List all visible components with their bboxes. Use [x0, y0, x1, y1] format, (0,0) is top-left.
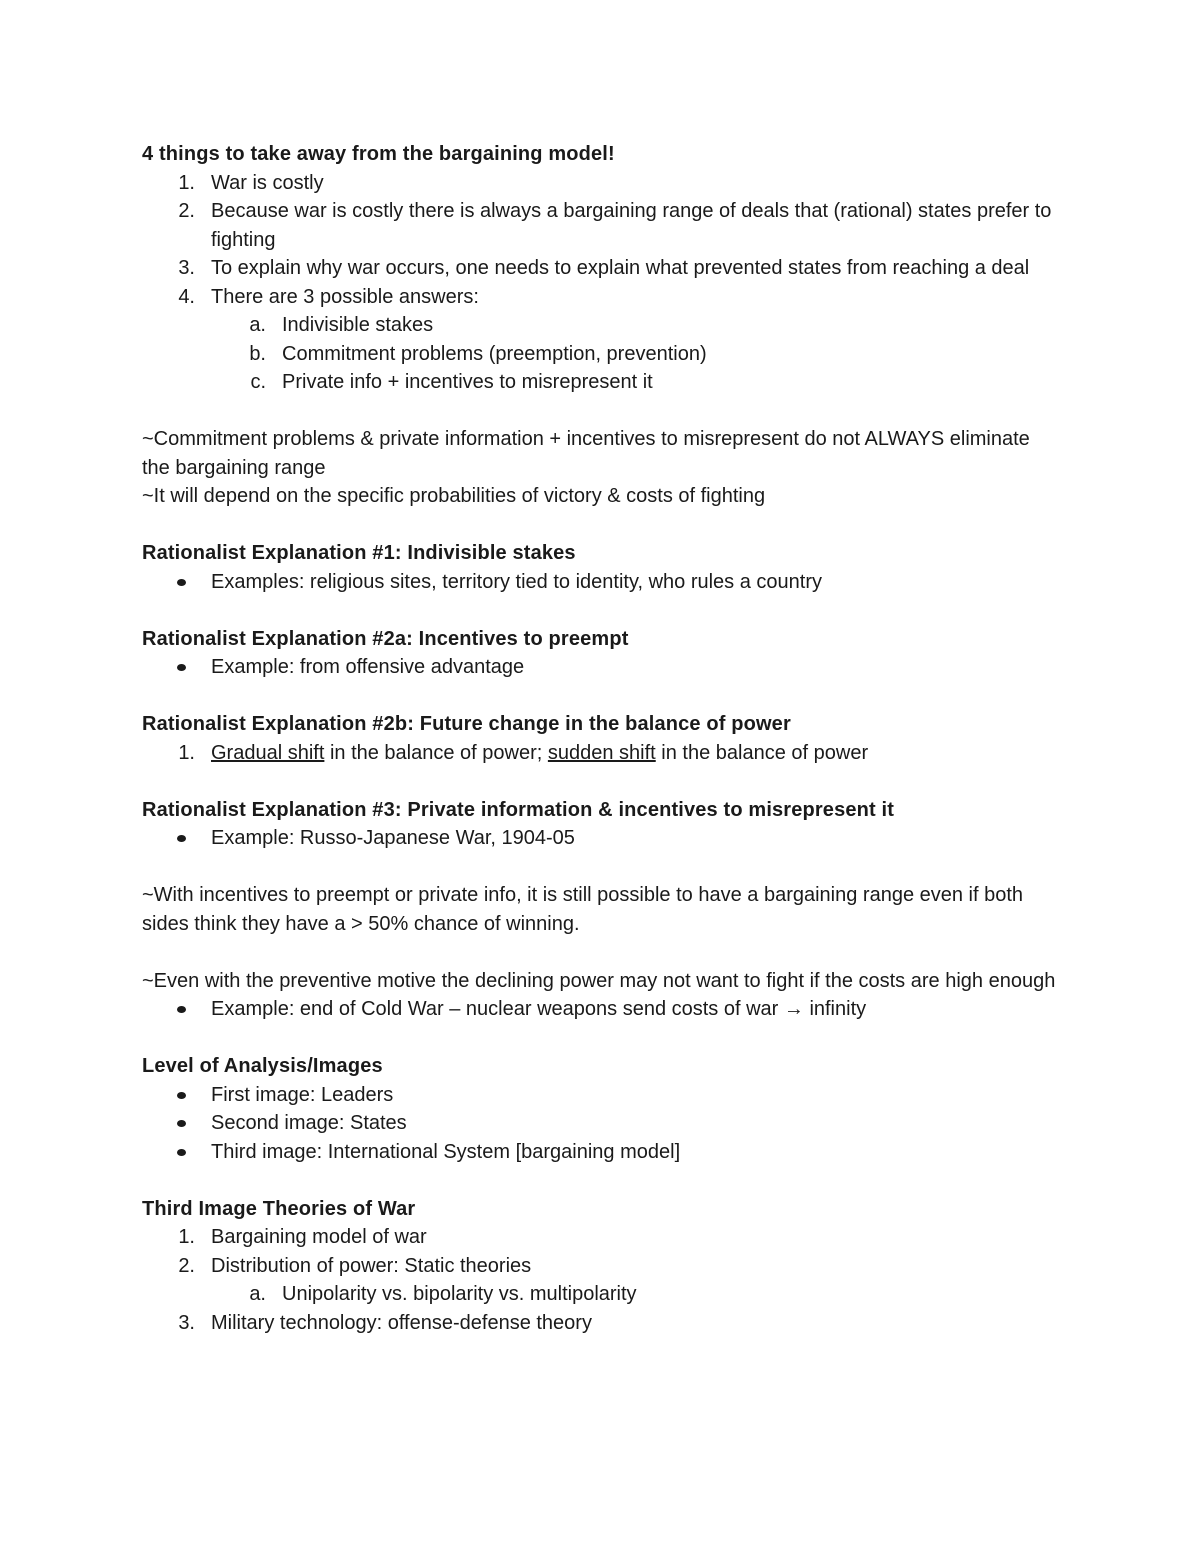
list-item-text: There are 3 possible answers: [211, 285, 479, 308]
bullet-list [142, 568, 1062, 597]
list-marker: 3. [178, 1311, 195, 1334]
spacer [142, 938, 1062, 967]
sub-list-item [142, 340, 1062, 369]
section-heading-takeaways: 4 things to take away from the bargaining model! [142, 143, 615, 165]
list-item [142, 254, 1062, 283]
bullet-icon [177, 579, 186, 586]
bullet-item [142, 1081, 1062, 1110]
list-item-text: War is costly [211, 171, 324, 194]
bullet-item [142, 1138, 1062, 1167]
list-item [142, 1223, 1062, 1252]
numbered-list [142, 1223, 1062, 1337]
list-marker: b. [249, 342, 266, 365]
list-marker: 1. [178, 171, 195, 194]
list-marker: c. [250, 371, 266, 393]
list-item-text: Bargaining model of war [211, 1226, 427, 1248]
underlined-gradual-shift: Gradual shift [211, 741, 325, 764]
bullet-text: Example: from offensive advantage [211, 656, 525, 678]
list-item-text: Commitment problems (preemption, prevention) [282, 342, 707, 365]
bullet-item [142, 824, 1062, 853]
spacer [142, 596, 1062, 625]
spacer [142, 1166, 1062, 1195]
list-item-text: Private info + incentives to misrepresent it [282, 371, 653, 393]
section-heading-rationalist-1: Rationalist Explanation #1: Indivisible stakes [142, 542, 576, 564]
list-item [142, 169, 1062, 198]
document-page [142, 140, 1062, 1337]
spacer [142, 397, 1062, 426]
list-marker: 3. [178, 257, 195, 279]
section-heading-levels: Level of Analysis/Images [142, 1055, 383, 1077]
list-marker: 1. [178, 1226, 195, 1248]
bullet-text: Second image: States [211, 1112, 407, 1134]
bullet-text: Example: end of Cold War – nuclear weapons send costs of war → infinity [211, 998, 867, 1020]
section-heading-rationalist-3: Rationalist Explanation #3: Private information & incentives to misrepresent it [142, 798, 895, 821]
section-heading-rationalist-2a: Rationalist Explanation #2a: Incentives to preempt [142, 627, 629, 650]
list-marker: a. [249, 314, 266, 336]
note-commitment: ~Commitment problems & private information + incentives to misrepresent do not ALWAYS eliminate the bargaining range [142, 428, 1030, 479]
note-preventive: ~Even with the preventive motive the declining power may not want to fight if the costs are high enough [142, 969, 1056, 992]
section-heading-rationalist-2b: Rationalist Explanation #2b: Future change in the balance of power [142, 713, 791, 735]
list-item-text: Distribution of power: Static theories [211, 1254, 532, 1277]
bullet-icon [177, 1120, 186, 1127]
list-item-text: Military technology: offense-defense theory [211, 1311, 592, 1334]
bullet-icon [177, 664, 186, 671]
list-marker: a. [249, 1283, 266, 1305]
list-item [142, 1252, 1062, 1281]
bullet-icon [177, 1092, 186, 1099]
spacer [142, 853, 1062, 882]
list-item [142, 1309, 1062, 1338]
list-item [142, 739, 1062, 768]
bullet-list [142, 1081, 1062, 1167]
list-item-text: Unipolarity vs. bipolarity vs. multipolarity [282, 1283, 637, 1305]
bullet-item [142, 568, 1062, 597]
list-item-text: Indivisible stakes [282, 314, 434, 336]
underlined-sudden-shift: sudden shift [547, 741, 656, 764]
list-item-text: in the balance of power [655, 741, 869, 764]
spacer [142, 682, 1062, 711]
bullet-list [142, 824, 1062, 853]
bullet-text: Example: Russo-Japanese War, 1904-05 [211, 827, 575, 849]
list-item-text: Because war is costly there is always a bargaining range of deals that (rational) states prefer to fighting [211, 200, 1052, 251]
spacer [142, 511, 1062, 540]
bullet-text: Third image: International System [bargaining model] [211, 1140, 681, 1163]
takeaways-list [142, 169, 1062, 397]
bullet-icon [177, 1149, 186, 1156]
sub-list-item [142, 1280, 1062, 1309]
numbered-list [142, 739, 1062, 768]
bullet-list [142, 653, 1062, 682]
list-marker: 1. [178, 741, 195, 764]
list-item-text: To explain why war occurs, one needs to explain what prevented states from reaching a deal [211, 257, 1030, 279]
bullet-icon [177, 835, 186, 842]
list-item-text: in the balance of power; [324, 741, 548, 764]
sub-list-item [142, 368, 1062, 397]
spacer [142, 1024, 1062, 1053]
bullet-item [142, 653, 1062, 682]
list-marker: 2. [178, 200, 195, 222]
list-marker: 4. [178, 285, 195, 308]
note-preempt: ~With incentives to preempt or private info, it is still possible to have a bargaining range even if both sides think they have a > 50% chance of winning. [142, 884, 1024, 935]
bullet-text: Examples: religious sites, territory tied to identity, who rules a country [211, 570, 822, 593]
list-marker: 2. [178, 1254, 195, 1277]
bullet-list [142, 995, 1062, 1024]
list-item [142, 197, 1062, 254]
bullet-item [142, 1109, 1062, 1138]
section-heading-third-image: Third Image Theories of War [142, 1197, 416, 1220]
bullet-item [142, 995, 1062, 1024]
spacer [142, 767, 1062, 796]
note-probabilities: ~It will depend on the specific probabilities of victory & costs of fighting [142, 485, 766, 507]
bullet-icon [177, 1006, 186, 1013]
list-item [142, 283, 1062, 312]
sub-list-item [142, 311, 1062, 340]
bullet-text: First image: Leaders [211, 1083, 394, 1106]
